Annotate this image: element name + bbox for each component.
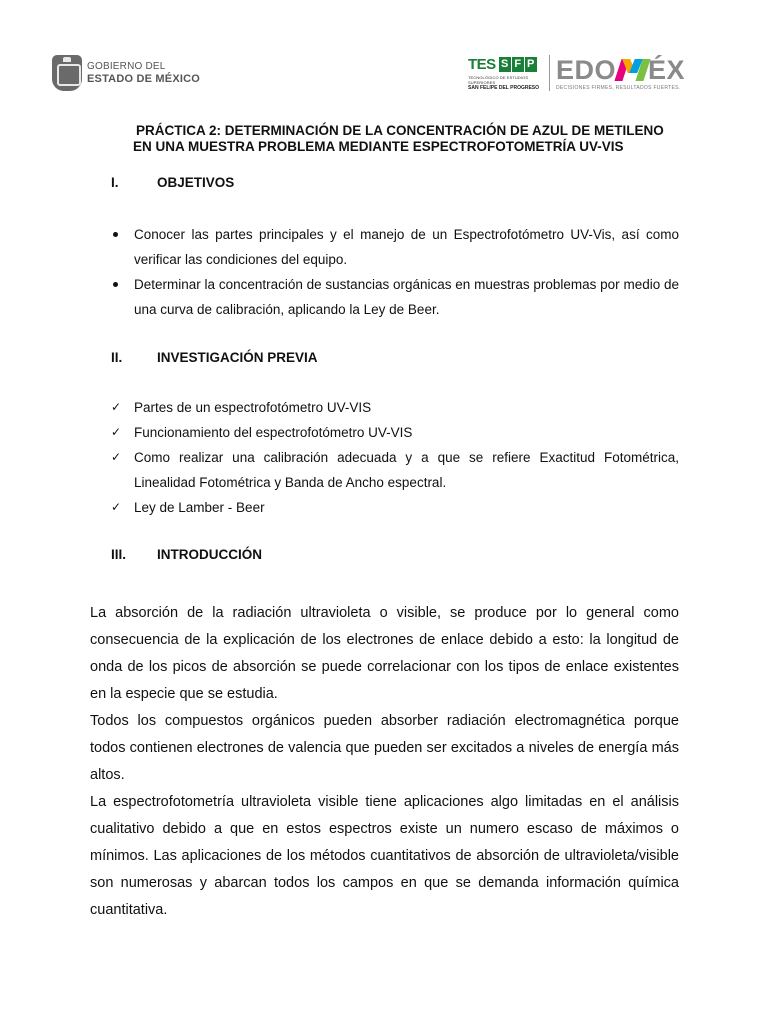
tes-word: TES — [468, 55, 496, 73]
section-heading-objetivos — [111, 175, 234, 190]
title-line-2: EN UNA MUESTRA PROBLEMA MEDIANTE ESPECTROFOTOMETRÍA UV-VIS — [133, 139, 624, 154]
tesfp-logo — [468, 55, 543, 91]
title-line-1: PRÁCTICA 2: DETERMINACIÓN DE LA CONCENTRACIÓN DE AZUL DE METILENO — [136, 123, 664, 138]
edomex-logo — [556, 56, 685, 91]
list-item: Determinar la concentración de sustancias orgánicas en muestras problemas por medio de una curva de calibración, aplicando la Ley de Beer. — [134, 277, 679, 317]
list-item: Como realizar una calibración adecuada y a que se refiere Exactitud Fotométrica, Linealidad Fotométrica y Banda de Ancho espectral. — [134, 450, 679, 490]
edomex-slogan: DECISIONES FIRMES, RESULTADOS FUERTES. — [556, 84, 681, 91]
introduction-text — [90, 600, 679, 924]
intro-paragraph: La absorción de la radiación ultravioleta o visible, se produce por lo general como consecuencia de la explicación de los electrones de enlace debido a esto: la longitud de onda de los picos de absorción se puede correlacionar con los tipos de enlace existentes en la especie que se estudia. — [90, 605, 679, 702]
document-title — [133, 123, 693, 155]
list-item: Funcionamiento del espectrofotómetro UV-VIS — [134, 425, 413, 440]
section-number: II. — [111, 350, 123, 365]
tesfp-edomex-logos — [468, 55, 685, 91]
sfp-letter-s: S — [499, 57, 511, 72]
list-item: Ley de Lamber - Beer — [134, 500, 265, 515]
objectives-list — [111, 222, 679, 322]
intro-paragraph: La espectrofotometría ultravioleta visible tiene aplicaciones algo limitadas en el análisis cualitativo debido a que en estos espectros existe un numero escaso de máximos o mínimos. Las aplicaciones de los métodos cuantitativos de absorción de ultravioleta/visible son numerosas y abarcan todos los campos en que se demanda información química cuantitativa. — [90, 794, 679, 918]
tes-campus: SAN FELIPE DEL PROGRESO — [468, 85, 540, 91]
section-title: INVESTIGACIÓN PREVIA — [157, 350, 318, 365]
gobierno-text — [87, 61, 200, 85]
intro-paragraph: Todos los compuestos orgánicos pueden absorber radiación electromagnética porque todos contienen electrones de valencia que pueden ser excitados a niveles de energía más altos. — [90, 713, 679, 783]
section-number: I. — [111, 175, 119, 190]
gobierno-estado-mexico-logo — [52, 55, 200, 91]
list-item: Conocer las partes principales y el manejo de un Espectrofotómetro UV-Vis, así como verificar las condiciones del equipo. — [134, 227, 679, 267]
section-title: OBJETIVOS — [157, 175, 235, 190]
edomex-word-right: ÉX — [648, 54, 686, 85]
logo-divider — [549, 55, 550, 91]
page-header — [0, 0, 768, 110]
edomex-word-left: EDO — [556, 54, 617, 85]
tes-subtitle: TECNOLÓGICO DE ESTUDIOS SUPERIORES — [468, 75, 529, 85]
state-seal-icon — [52, 55, 82, 91]
section-title: INTRODUCCIÓN — [157, 547, 262, 562]
section-heading-investigacion-previa — [111, 350, 318, 365]
gov-line1: GOBIERNO DEL — [87, 61, 166, 72]
list-item: Partes de un espectrofotómetro UV-VIS — [134, 400, 372, 415]
sfp-letter-f: F — [512, 57, 524, 72]
sfp-letter-p: P — [525, 57, 537, 72]
investigation-checklist — [111, 395, 679, 520]
gov-line2: ESTADO DE MÉXICO — [87, 73, 201, 85]
sfp-boxes — [498, 57, 537, 72]
edomex-colored-m-icon — [617, 59, 647, 81]
section-heading-introduccion — [111, 547, 262, 562]
section-number: III. — [111, 547, 127, 562]
